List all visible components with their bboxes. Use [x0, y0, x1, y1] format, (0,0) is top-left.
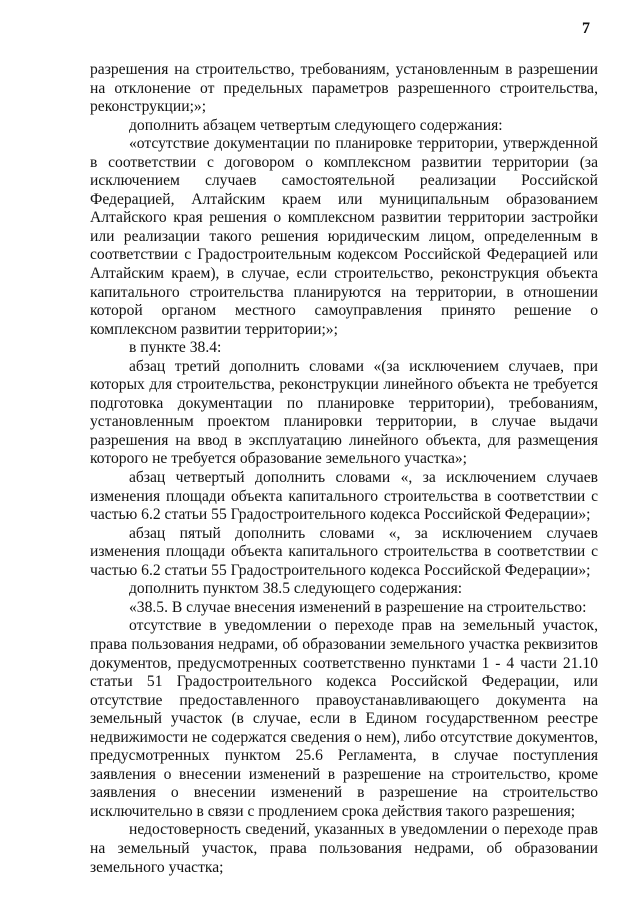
paragraph: «38.5. В случае внесения изменений в разрешение на строительство: [129, 598, 587, 616]
paragraph: недостоверность сведений, указанных в уведомлении о переходе прав на земельный участок, права пользования недрами, об образовании земельного участка; [90, 821, 598, 876]
paragraph: в пункте 38.4: [129, 339, 222, 357]
paragraph: отсутствие в уведомлении о переходе прав на земельный участок, права пользования недрами, об образовании земельного участка реквизитов документов, предусмотренных соответственно пунктами 1 - 4 части 21.10 статьи 51 Градостроительного кодекса Российской Федерации, или отсутствие предоставленного правоустанавливающего документа на земельный участок (в случае, если в Едином государственном реестре недвижимости не содержатся сведения о нем), либо отсутствие документов, предусмотренных пунктом 25.6 Регламента, в случае поступления заявления о внесении изменений в разрешение на строительство, кроме заявления о внесении изменений в разрешение на строительство исключительно в связи с продлением срока действия такого разрешения; [90, 617, 598, 820]
paragraph: «отсутствие документации по планировке территории, утвержденной в соответствии с договором о комплексном развитии территории (за исключением случаев самостоятельной реализации Российской Федерацией, Алтайским краем или муниципальным образованием Алтайского края решения о комплексном развитии территории застройки или реализации такого решения юридическим лицом, определенным в соответствии с Градостроительным кодексом Российской Федерацией или Алтайским краем), в случае, если строительство, реконструкция объекта капитального строительства планируются на территории, в отношении которой органом местного самоуправления принято решение о комплексном развитии территории;»; [90, 135, 598, 338]
paragraph: абзац третий дополнить словами «(за исключением случаев, при которых для строительства, реконструкции линейного объекта не требуется подготовка документации по планировке территории), требованиям, установленным проектом планировки территории, в случае выдачи разрешения на ввод в эксплуатацию линейного объекта, для размещения которого не требуется образование земельного участка»; [90, 357, 598, 468]
document-body [90, 61, 598, 877]
page-number: 7 [582, 20, 590, 37]
paragraph: абзац четвертый дополнить словами «, за исключением случаев изменения площади объекта капитального строительства в соответствии с частью 6.2 статьи 55 Градостроительного кодекса Российской Федерации»; [90, 469, 598, 524]
paragraph: разрешения на строительство, требованиям, установленным в разрешении на отклонение от предельных параметров разрешенного строительства, реконструкции;»; [90, 61, 598, 116]
paragraph: абзац пятый дополнить словами «, за исключением случаев изменения площади объекта капитального строительства в соответствии с частью 6.2 статьи 55 Градостроительного кодекса Российской Федерации»; [90, 524, 598, 579]
paragraph: дополнить абзацем четвертым следующего содержания: [129, 116, 503, 134]
paragraph: дополнить пунктом 38.5 следующего содержания: [129, 580, 463, 598]
